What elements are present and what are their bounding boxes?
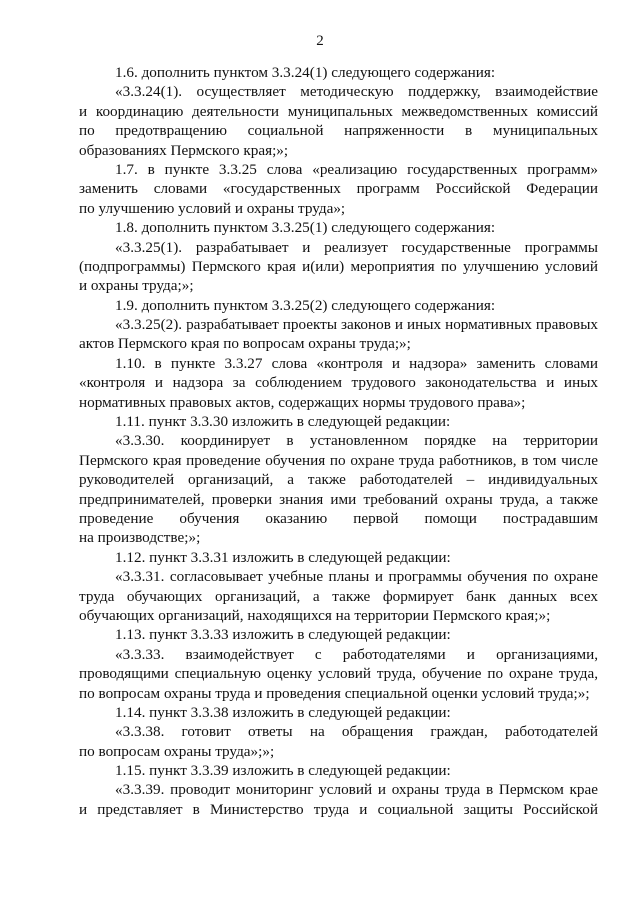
text-line: 1.13. пункт 3.3.33 изложить в следующей редакции:: [115, 626, 451, 644]
text-line: труда обучающих организаций, а также формирует банк данных всех: [79, 587, 598, 605]
text-line: 1.14. пункт 3.3.38 изложить в следующей редакции:: [115, 703, 451, 721]
text-line: «контроля и надзора за соблюдением трудового законодательства и иных: [79, 374, 598, 392]
text-line: проведение обучения оказанию первой помощи пострадавшим: [79, 509, 598, 527]
text-line: и представляет в Министерство труда и социальной защиты Российской: [79, 800, 598, 818]
text-line: по вопросам охраны труда и проведения специальной оценки условий труда;»;: [79, 684, 590, 702]
text-line: на производстве;»;: [79, 529, 201, 547]
text-line: «3.3.30. координирует в установленном порядке на территории: [115, 432, 598, 450]
text-line: по вопросам охраны труда»;»;: [79, 742, 275, 760]
text-line: по предотвращению социальной напряженности в муниципальных: [79, 122, 598, 140]
text-line: 1.7. в пункте 3.3.25 слова «реализацию государственных программ»: [115, 160, 598, 178]
text-line: «3.3.25(2). разрабатывает проекты законов и иных нормативных правовых: [115, 316, 598, 334]
text-line: «3.3.25(1). разрабатывает и реализует государственные программы: [115, 238, 598, 256]
document-body: [79, 63, 598, 819]
text-line: «3.3.39. проводит мониторинг условий и охраны труда в Пермском крае: [115, 781, 598, 799]
text-line: 1.9. дополнить пунктом 3.3.25(2) следующего содержания:: [115, 296, 496, 314]
text-line: заменить словами «государственных программ Российской Федерации: [79, 180, 598, 198]
text-line: Пермского края проведение обучения по охране труда работников, в том числе: [79, 451, 598, 469]
text-line: 1.12. пункт 3.3.31 изложить в следующей редакции:: [115, 548, 451, 566]
text-line: нормативных правовых актов, содержащих нормы трудового права»;: [79, 393, 526, 411]
text-line: по улучшению условий и охраны труда»;: [79, 199, 346, 217]
text-line: и координацию деятельности муниципальных межведомственных комиссий: [79, 102, 598, 120]
text-line: 1.8. дополнить пунктом 3.3.25(1) следующего содержания:: [115, 219, 496, 237]
text-line: образованиях Пермского края;»;: [79, 141, 289, 159]
text-line: (подпрограммы) Пермского края и(или) мероприятия по улучшению условий: [79, 257, 598, 275]
text-line: проводящими специальную оценку условий труда, обучение по охране труда,: [79, 665, 598, 683]
text-line: «3.3.31. согласовывает учебные планы и программы обучения по охране: [115, 568, 598, 586]
text-line: и охраны труда;»;: [79, 277, 194, 295]
text-line: руководителей организаций, а также работодателей – индивидуальных: [79, 471, 598, 489]
text-line: предпринимателей, проверки знания ими требований охраны труда, а также: [79, 490, 598, 508]
text-line: «3.3.33. взаимодействует с работодателями и организациями,: [115, 645, 598, 663]
text-line: 1.6. дополнить пунктом 3.3.24(1) следующего содержания:: [115, 64, 496, 81]
text-line: «3.3.38. готовит ответы на обращения граждан, работодателей: [115, 723, 598, 741]
text-line: обучающих организаций, находящихся на территории Пермского края;»;: [79, 606, 551, 624]
page-number: 2: [316, 33, 324, 49]
text-line: 1.11. пункт 3.3.30 изложить в следующей редакции:: [115, 413, 451, 431]
text-line: «3.3.24(1). осуществляет методическую поддержку, взаимодействие: [115, 83, 598, 101]
text-line: 1.10. в пункте 3.3.27 слова «контроля и надзора» заменить словами: [115, 354, 598, 372]
text-line: актов Пермского края по вопросам охраны труда;»;: [79, 335, 411, 353]
text-line: 1.15. пункт 3.3.39 изложить в следующей редакции:: [115, 762, 451, 780]
